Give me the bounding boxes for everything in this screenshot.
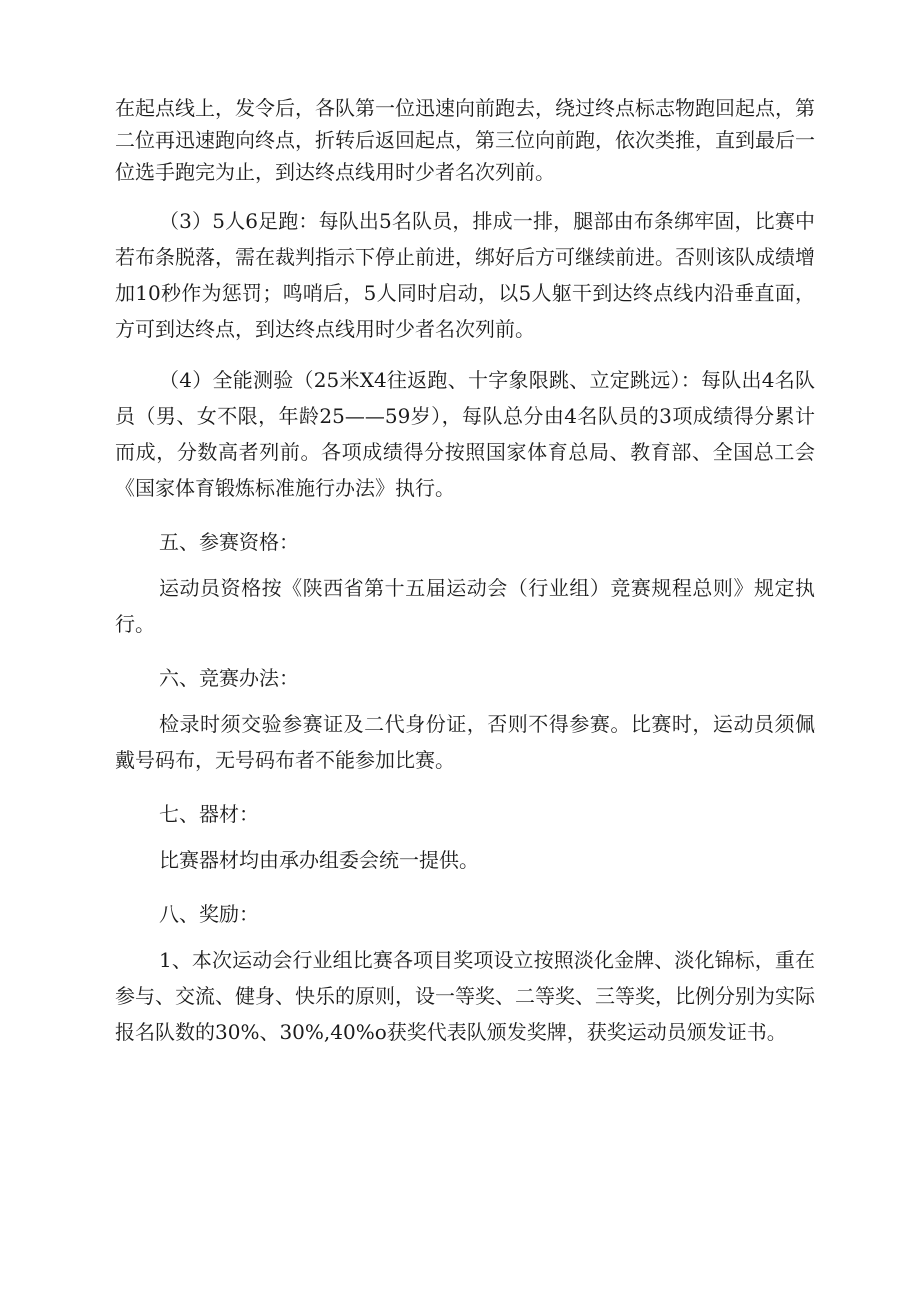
heading-awards: 八、奖励： — [159, 902, 259, 926]
paragraph-awards: 1、本次运动会行业组比赛各项目奖项设立按照淡化金牌、淡化锦标，重在参与、交流、健身、快乐的原则，设一等奖、二等奖、三等奖，比例分别为实际报名队数的30%、30%,40%o获奖代表队颁发奖牌，获奖运动员颁发证书。 — [115, 948, 815, 1044]
paragraph-competition-method: 检录时须交验参赛证及二代身份证，否则不得参赛。比赛时，运动员须佩戴号码布，无号码布者不能参加比赛。 — [115, 712, 815, 772]
document-body — [115, 92, 815, 1050]
heading-equipment: 七、器材： — [159, 802, 259, 826]
paragraph-relay-race-rules: 在起点线上，发令后，各队第一位迅速向前跑去，绕过终点标志物跑回起点，第二位再迅速跑向终点，折转后返回起点，第三位向前跑，依次类推，直到最后一位选手跑完为止，到达终点线用时少者名次列前。 — [115, 96, 815, 184]
paragraph-all-round-test: （4）全能测验（25米X4往返跑、十字象限跳、立定跳远）：每队出4名队员（男、女不限，年龄25——59岁），每队总分由4名队员的3项成绩得分累计而成，分数高者列前。各项成绩得分按照国家体育总局、教育部、全国总工会《国家体育锻炼标准施行办法》执行。 — [115, 368, 815, 500]
paragraph-equipment: 比赛器材均由承办组委会统一提供。 — [159, 848, 479, 872]
heading-competition-method: 六、竞赛办法： — [159, 666, 299, 690]
heading-eligibility: 五、参赛资格： — [159, 530, 299, 554]
paragraph-five-person-six-feet-race: （3）5人6足跑：每队出5名队员，排成一排，腿部由布条绑牢固，比赛中若布条脱落，需在裁判指示下停止前进，绑好后方可继续前进。否则该队成绩增加10秒作为惩罚；鸣哨后，5人同时启动，以5人躯干到达终点线内沿垂直面，方可到达终点，到达终点线用时少者名次列前。 — [115, 209, 815, 341]
paragraph-eligibility: 运动员资格按《陕西省第十五届运动会（行业组）竞赛规程总则》规定执行。 — [115, 576, 815, 636]
